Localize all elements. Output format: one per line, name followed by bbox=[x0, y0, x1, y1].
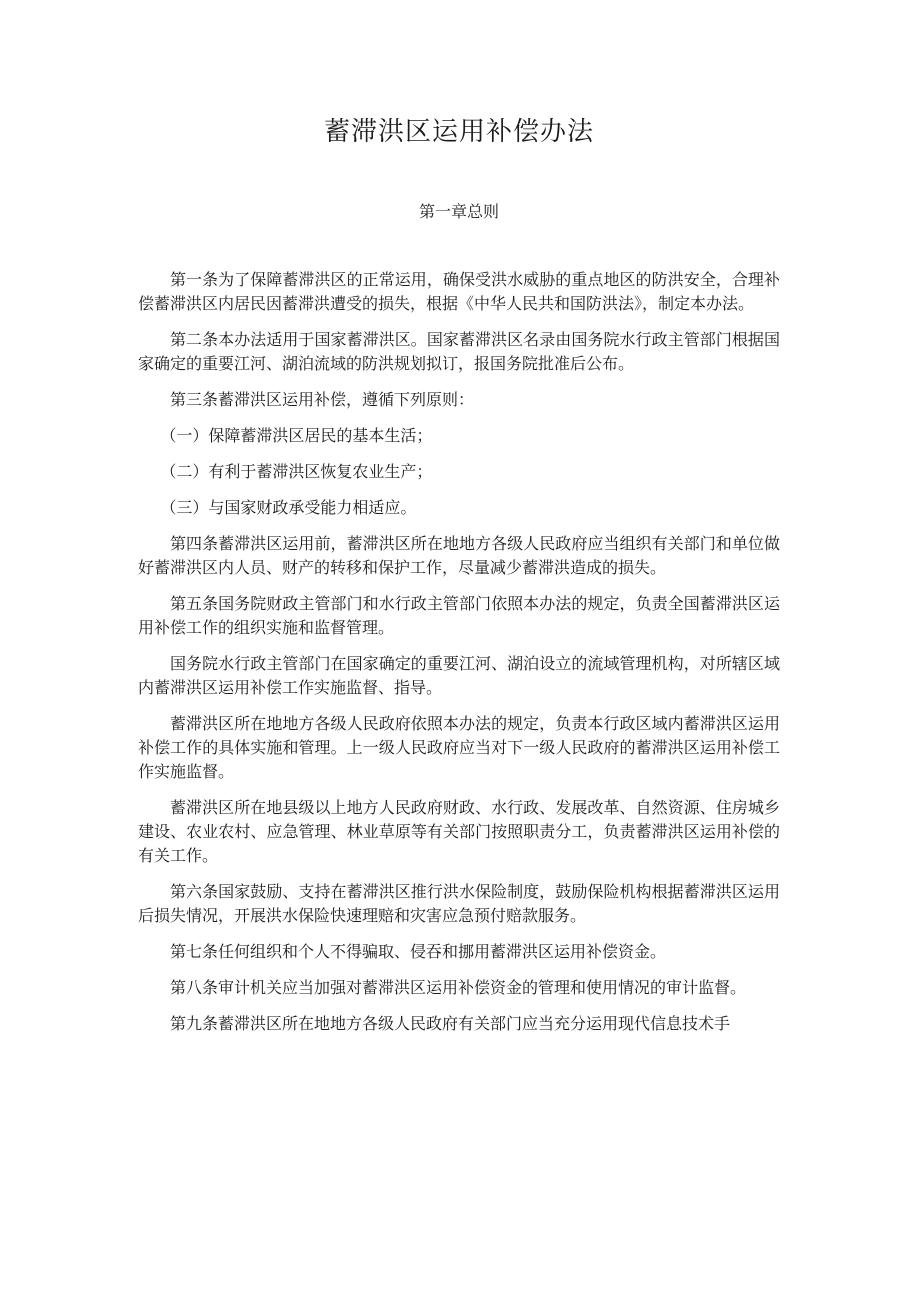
article-2: 第二条本办法适用于国家蓄滞洪区。国家蓄滞洪区名录由国务院水行政主管部门根据国家确定的重要江河、湖泊流域的防洪规划拟订，报国务院批准后公布。 bbox=[138, 330, 780, 373]
article-5-paragraph-4: 蓄滞洪区所在地县级以上地方人民政府财政、水行政、发展改革、自然资源、住房城乡建设、农业农村、应急管理、林业草原等有关部门按照职责分工，负责蓄滞洪区运用补偿的有关工作。 bbox=[138, 798, 780, 865]
article-4: 第四条蓄滞洪区运用前，蓄滞洪区所在地地方各级人民政府应当组织有关部门和单位做好蓄滞洪区内人员、财产的转移和保护工作，尽量减少蓄滞洪造成的损失。 bbox=[138, 534, 780, 577]
chapter-title: 第一章总则 bbox=[418, 202, 499, 221]
article-8: 第八条审计机关应当加强对蓄滞洪区运用补偿资金的管理和使用情况的审计监督。 bbox=[170, 978, 747, 997]
document-title: 蓄滞洪区运用补偿办法 bbox=[323, 117, 594, 147]
article-5-paragraph-2: 国务院水行政主管部门在国家确定的重要江河、湖泊设立的流域管理机构，对所辖区域内蓄滞洪区运用补偿工作实施监督、指导。 bbox=[138, 654, 780, 697]
document-body bbox=[138, 268, 780, 1036]
article-1: 第一条为了保障蓄滞洪区的正常运用，确保受洪水威胁的重点地区的防洪安全，合理补偿蓄滞洪区内居民因蓄滞洪遭受的损失，根据《中华人民共和国防洪法》，制定本办法。 bbox=[138, 270, 780, 313]
article-6: 第六条国家鼓励、支持在蓄滞洪区推行洪水保险制度，鼓励保险机构根据蓄滞洪区运用后损失情况，开展洪水保险快速理赔和灾害应急预付赔款服务。 bbox=[138, 882, 780, 925]
article-7: 第七条任何组织和个人不得骗取、侵吞和挪用蓄滞洪区运用补偿资金。 bbox=[170, 942, 667, 961]
article-3-item-1: （一）保障蓄滞洪区居民的基本生活； bbox=[160, 426, 433, 445]
article-5: 第五条国务院财政主管部门和水行政主管部门依照本办法的规定，负责全国蓄滞洪区运用补偿工作的组织实施和监督管理。 bbox=[138, 594, 780, 637]
article-3-item-2: （二）有利于蓄滞洪区恢复农业生产； bbox=[160, 462, 433, 481]
article-3: 第三条蓄滞洪区运用补偿，遵循下列原则： bbox=[170, 390, 475, 409]
article-3-item-3: （三）与国家财政承受能力相适应。 bbox=[160, 498, 417, 517]
article-9: 第九条蓄滞洪区所在地地方各级人民政府有关部门应当充分运用现代信息技术手 bbox=[170, 1014, 731, 1033]
article-5-paragraph-3: 蓄滞洪区所在地地方各级人民政府依照本办法的规定，负责本行政区域内蓄滞洪区运用补偿工作的具体实施和管理。上一级人民政府应当对下一级人民政府的蓄滞洪区运用补偿工作实施监督。 bbox=[138, 714, 780, 781]
